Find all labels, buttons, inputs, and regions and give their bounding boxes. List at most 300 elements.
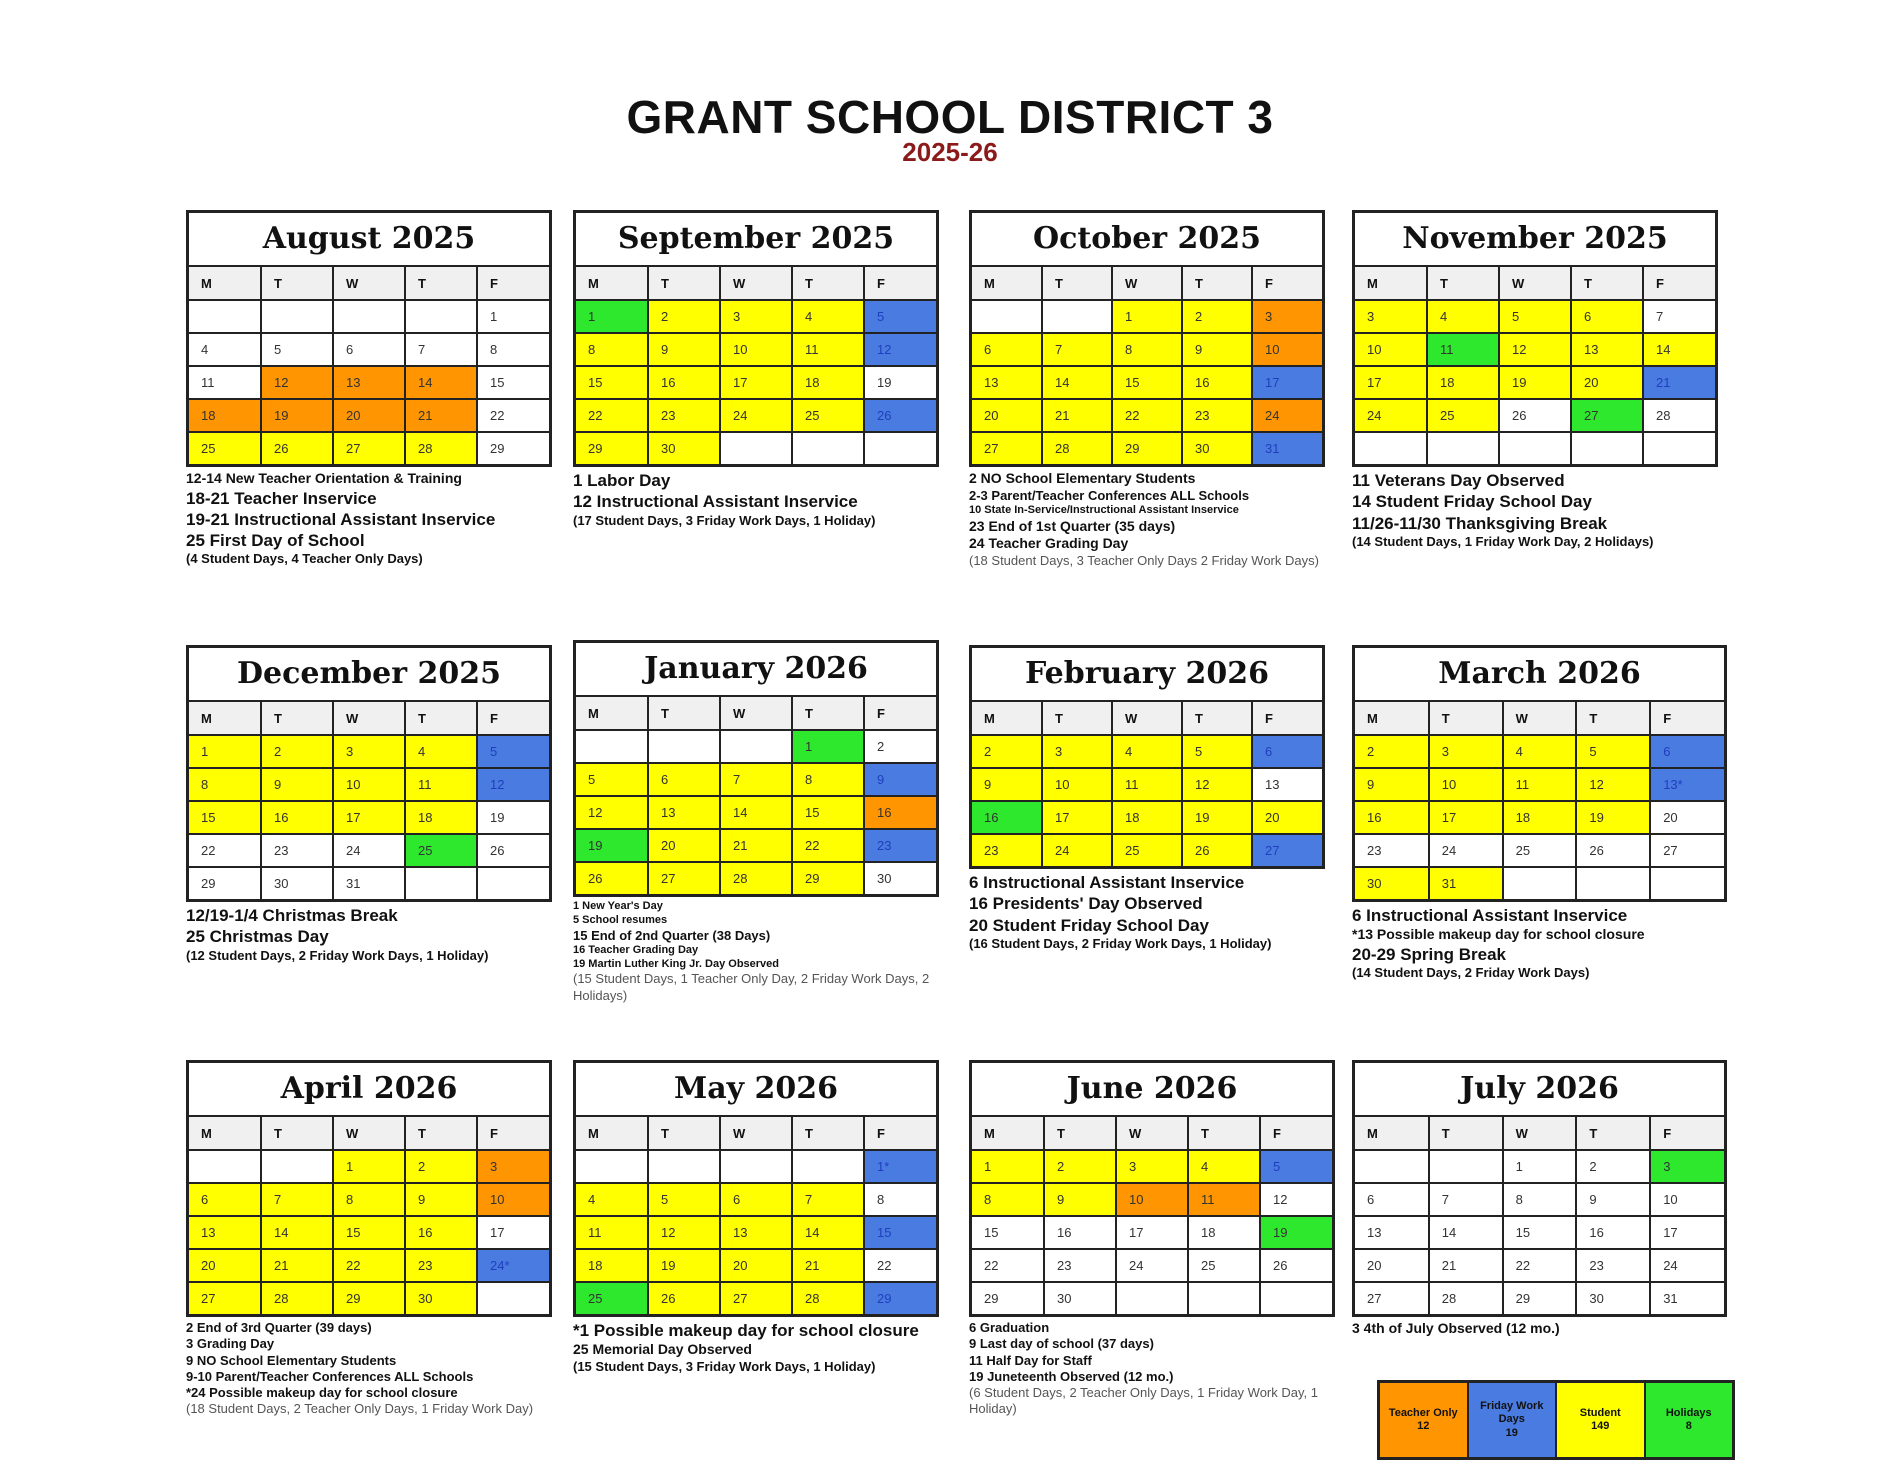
day-cell: 29 — [972, 1282, 1044, 1314]
week-row — [576, 333, 936, 366]
day-cell: 29 — [1503, 1282, 1577, 1314]
month-calendar — [1352, 210, 1718, 550]
day-cell: 19 — [1576, 801, 1650, 834]
note-line: (6 Student Days, 2 Teacher Only Days, 1 Friday Work Day, 1 Holiday) — [969, 1385, 1318, 1417]
month-notes — [186, 1320, 552, 1418]
weekday-header: T — [1182, 702, 1252, 735]
day-cell: 26 — [1499, 399, 1571, 432]
day-cell: 13 — [189, 1216, 261, 1249]
day-cell: 4 — [1188, 1150, 1260, 1183]
note-line: 20 Student Friday School Day — [969, 915, 1209, 935]
day-cell: 9 — [405, 1183, 477, 1216]
month-notes — [573, 900, 939, 1004]
day-cell: 1 — [792, 730, 864, 763]
weekday-header: M — [189, 702, 261, 735]
day-cell: 27 — [720, 1282, 792, 1314]
day-cell: 24 — [720, 399, 792, 432]
day-cell: 9 — [1355, 768, 1429, 801]
day-cell: 30 — [1182, 432, 1252, 464]
day-cell — [1116, 1282, 1188, 1314]
month-title: July 2026 — [1355, 1063, 1724, 1117]
weekday-header: F — [864, 267, 936, 300]
day-cell: 17 — [333, 801, 405, 834]
week-row — [1355, 867, 1724, 899]
day-cell: 2 — [972, 735, 1042, 768]
note-line: (18 Student Days, 3 Teacher Only Days 2 Friday Work Days) — [969, 552, 1319, 568]
day-cell: 10 — [1429, 768, 1503, 801]
day-cell — [1429, 1150, 1503, 1183]
day-cell: 3 — [333, 735, 405, 768]
day-cell — [1571, 432, 1643, 464]
weekday-header: F — [864, 1117, 936, 1150]
note-line: 24 Teacher Grading Day — [969, 535, 1129, 551]
day-cell: 24* — [477, 1249, 549, 1282]
weekday-header: F — [477, 702, 549, 735]
day-cell: 3 — [1252, 300, 1322, 333]
day-cell: 13 — [1571, 333, 1643, 366]
day-cell: 29 — [333, 1282, 405, 1314]
weekday-header: M — [1355, 1117, 1429, 1150]
legend — [1377, 1380, 1735, 1460]
day-cell — [576, 730, 648, 763]
day-cell — [648, 1150, 720, 1183]
note-line: 3 4th of July Observed (12 mo.) — [1352, 1320, 1560, 1336]
weekday-header: F — [1650, 1117, 1724, 1150]
day-cell: 10 — [333, 768, 405, 801]
day-cell: 31 — [333, 867, 405, 899]
week-row — [576, 862, 936, 894]
day-cell: 26 — [864, 399, 936, 432]
month-title: November 2025 — [1355, 213, 1715, 267]
week-row — [189, 1249, 549, 1282]
note-line: 2 End of 3rd Quarter (39 days) — [186, 1320, 372, 1335]
day-cell: 4 — [189, 333, 261, 366]
day-cell: 23 — [405, 1249, 477, 1282]
week-row — [972, 1282, 1332, 1314]
day-cell: 24 — [1355, 399, 1427, 432]
day-cell: 19 — [576, 829, 648, 862]
day-cell: 22 — [792, 829, 864, 862]
week-row — [189, 867, 549, 899]
day-cell: 10 — [1252, 333, 1322, 366]
day-cell: 31 — [1429, 867, 1503, 899]
day-cell — [972, 300, 1042, 333]
day-cell: 10 — [1116, 1183, 1188, 1216]
day-cell: 15 — [1503, 1216, 1577, 1249]
day-cell: 28 — [792, 1282, 864, 1314]
day-cell: 26 — [477, 834, 549, 867]
weekday-header: T — [1576, 702, 1650, 735]
weekday-header: M — [1355, 702, 1429, 735]
day-cell: 16 — [405, 1216, 477, 1249]
day-cell — [792, 1150, 864, 1183]
note-line: (18 Student Days, 2 Teacher Only Days, 1 Friday Work Day) — [186, 1401, 534, 1417]
month-calendar — [573, 210, 939, 529]
day-cell: 20 — [972, 399, 1042, 432]
weekday-header: M — [972, 1117, 1044, 1150]
legend-count: 19 — [1505, 1426, 1518, 1439]
weekday-header: M — [1355, 267, 1427, 300]
day-cell: 6 — [1571, 300, 1643, 333]
day-cell: 18 — [1188, 1216, 1260, 1249]
day-cell: 27 — [972, 432, 1042, 464]
day-cell: 6 — [972, 333, 1042, 366]
day-cell: 26 — [261, 432, 333, 464]
weekday-header: W — [720, 267, 792, 300]
day-cell: 5 — [576, 763, 648, 796]
day-cell: 23 — [1044, 1249, 1116, 1282]
legend-label: Holidays — [1665, 1406, 1712, 1419]
day-cell: 29 — [792, 862, 864, 894]
day-cell: 5 — [648, 1183, 720, 1216]
weekday-header: W — [1503, 702, 1577, 735]
legend-teacher-only — [1380, 1383, 1469, 1457]
day-cell: 14 — [1042, 366, 1112, 399]
day-cell: 16 — [1044, 1216, 1116, 1249]
week-row — [189, 333, 549, 366]
note-line: 16 Teacher Grading Day — [573, 943, 699, 956]
day-cell: 23 — [1355, 834, 1429, 867]
week-row — [972, 399, 1322, 432]
note-line: 25 Memorial Day Observed — [573, 1341, 752, 1358]
day-cell — [1643, 432, 1715, 464]
note-line: 25 First Day of School — [186, 531, 365, 550]
weekday-header: T — [1042, 267, 1112, 300]
note-line: 12-14 New Teacher Orientation & Training — [186, 470, 462, 486]
day-cell — [864, 432, 936, 464]
note-line: 6 Instructional Assistant Inservice — [1352, 906, 1628, 925]
day-cell: 20 — [1252, 801, 1322, 834]
day-cell — [792, 432, 864, 464]
day-cell: 1* — [864, 1150, 936, 1183]
month-title: December 2025 — [189, 648, 549, 702]
weekday-header: T — [1188, 1117, 1260, 1150]
note-line: (15 Student Days, 1 Teacher Only Day, 2 Friday Work Days, 2 Holidays) — [573, 971, 930, 1003]
day-cell: 9 — [972, 768, 1042, 801]
day-cell: 17 — [1116, 1216, 1188, 1249]
day-cell: 28 — [720, 862, 792, 894]
legend-student — [1557, 1383, 1646, 1457]
day-cell: 16 — [261, 801, 333, 834]
weekday-header: F — [1260, 1117, 1332, 1150]
day-cell: 8 — [792, 763, 864, 796]
month-grid — [573, 640, 939, 897]
note-line: 2-3 Parent/Teacher Conferences ALL Schools — [969, 487, 1250, 503]
day-cell: 27 — [1355, 1282, 1429, 1314]
week-row — [972, 768, 1322, 801]
day-cell: 20 — [648, 829, 720, 862]
note-line: 9-10 Parent/Teacher Conferences ALL Schools — [186, 1368, 474, 1384]
legend-friday-work — [1469, 1383, 1558, 1457]
day-cell: 12 — [864, 333, 936, 366]
day-cell: 22 — [477, 399, 549, 432]
day-cell: 5 — [1182, 735, 1252, 768]
day-cell: 22 — [189, 834, 261, 867]
day-cell: 11 — [189, 366, 261, 399]
day-cell: 25 — [405, 834, 477, 867]
day-cell: 28 — [1042, 432, 1112, 464]
day-cell: 25 — [1188, 1249, 1260, 1282]
note-line: 19 Juneteenth Observed (12 mo.) — [969, 1368, 1174, 1384]
weekday-header: F — [477, 1117, 549, 1150]
legend-holidays — [1646, 1383, 1733, 1457]
weekday-header: M — [576, 1117, 648, 1150]
day-cell: 31 — [1252, 432, 1322, 464]
day-cell: 26 — [576, 862, 648, 894]
day-cell: 8 — [189, 768, 261, 801]
day-cell: 6 — [333, 333, 405, 366]
day-cell: 1 — [1503, 1150, 1577, 1183]
day-cell: 21 — [405, 399, 477, 432]
day-cell: 7 — [1042, 333, 1112, 366]
day-cell: 12 — [1182, 768, 1252, 801]
day-cell: 29 — [576, 432, 648, 464]
day-cell — [1650, 867, 1724, 899]
weekday-header: M — [189, 1117, 261, 1150]
week-row — [189, 801, 549, 834]
day-cell: 19 — [1260, 1216, 1332, 1249]
note-line: 11 Veterans Day Observed — [1352, 471, 1565, 490]
day-cell: 8 — [333, 1183, 405, 1216]
day-cell: 14 — [405, 366, 477, 399]
day-cell: 23 — [648, 399, 720, 432]
day-cell: 6 — [1252, 735, 1322, 768]
weekday-header: W — [1112, 267, 1182, 300]
day-cell: 16 — [972, 801, 1042, 834]
day-cell: 21 — [1429, 1249, 1503, 1282]
day-cell: 7 — [261, 1183, 333, 1216]
day-cell: 14 — [1643, 333, 1715, 366]
day-cell: 22 — [1112, 399, 1182, 432]
day-cell: 18 — [576, 1249, 648, 1282]
day-cell: 29 — [864, 1282, 936, 1314]
week-row — [576, 300, 936, 333]
week-row — [1355, 1282, 1724, 1314]
day-cell: 4 — [576, 1183, 648, 1216]
day-cell — [1499, 432, 1571, 464]
month-calendar — [573, 1060, 939, 1375]
weekday-header: F — [1252, 267, 1322, 300]
day-cell — [477, 867, 549, 899]
week-row — [972, 1150, 1332, 1183]
note-line: (14 Student Days, 2 Friday Work Days) — [1352, 965, 1590, 980]
note-line: 3 Grading Day — [186, 1336, 275, 1352]
month-grid — [969, 1060, 1335, 1317]
day-cell: 27 — [1571, 399, 1643, 432]
day-cell: 18 — [405, 801, 477, 834]
day-cell: 22 — [864, 1249, 936, 1282]
week-row — [972, 1249, 1332, 1282]
day-cell: 16 — [864, 796, 936, 829]
day-cell: 24 — [1116, 1249, 1188, 1282]
note-line: 2 NO School Elementary Students — [969, 470, 1196, 486]
day-cell: 27 — [189, 1282, 261, 1314]
day-cell: 13* — [1650, 768, 1724, 801]
week-row — [972, 735, 1322, 768]
day-cell: 17 — [1252, 366, 1322, 399]
day-cell: 2 — [405, 1150, 477, 1183]
month-notes — [969, 872, 1325, 952]
month-title: October 2025 — [972, 213, 1322, 267]
day-cell: 16 — [1355, 801, 1429, 834]
day-cell: 17 — [1429, 801, 1503, 834]
day-cell: 1 — [576, 300, 648, 333]
day-cell: 11 — [1503, 768, 1577, 801]
day-cell — [261, 1150, 333, 1183]
day-cell: 27 — [1252, 834, 1322, 866]
day-cell: 26 — [1182, 834, 1252, 866]
day-cell: 1 — [477, 300, 549, 333]
day-cell: 6 — [1355, 1183, 1429, 1216]
day-cell: 21 — [1643, 366, 1715, 399]
month-notes — [573, 1320, 939, 1375]
day-cell: 3 — [1429, 735, 1503, 768]
month-calendar — [186, 1060, 552, 1418]
month-title: February 2026 — [972, 648, 1322, 702]
weekday-header: T — [405, 702, 477, 735]
month-notes — [1352, 905, 1727, 981]
day-cell: 28 — [1643, 399, 1715, 432]
day-cell: 15 — [864, 1216, 936, 1249]
note-line: (17 Student Days, 3 Friday Work Days, 1 Holiday) — [573, 512, 876, 528]
legend-label: Teacher Only — [1388, 1406, 1458, 1419]
week-row — [576, 1216, 936, 1249]
day-cell: 5 — [261, 333, 333, 366]
note-line: 20-29 Spring Break — [1352, 944, 1507, 964]
weekday-header: T — [792, 267, 864, 300]
day-cell: 6 — [720, 1183, 792, 1216]
day-cell: 11 — [1188, 1183, 1260, 1216]
day-cell — [261, 300, 333, 333]
day-cell: 14 — [1429, 1216, 1503, 1249]
day-cell — [1503, 867, 1577, 899]
week-row — [576, 763, 936, 796]
day-cell: 11 — [792, 333, 864, 366]
week-row — [972, 333, 1322, 366]
note-line: 11/26-11/30 Thanksgiving Break — [1352, 513, 1608, 533]
day-cell: 25 — [189, 432, 261, 464]
week-row — [189, 1150, 549, 1183]
day-cell: 17 — [477, 1216, 549, 1249]
month-grid — [1352, 1060, 1727, 1317]
day-cell: 1 — [1112, 300, 1182, 333]
legend-label: Student — [1579, 1406, 1621, 1419]
day-cell: 13 — [648, 796, 720, 829]
day-cell: 3 — [720, 300, 792, 333]
day-cell: 8 — [1112, 333, 1182, 366]
day-cell: 7 — [1429, 1183, 1503, 1216]
weekday-header: T — [648, 267, 720, 300]
day-cell: 21 — [1042, 399, 1112, 432]
month-grid — [1352, 210, 1718, 467]
school-year: 2025-26 — [902, 137, 998, 167]
day-cell: 27 — [333, 432, 405, 464]
weekday-header: M — [576, 697, 648, 730]
day-cell — [1355, 432, 1427, 464]
month-notes — [1352, 1320, 1727, 1338]
day-cell: 25 — [792, 399, 864, 432]
month-title: April 2026 — [189, 1063, 549, 1117]
day-cell: 4 — [1503, 735, 1577, 768]
week-row — [972, 300, 1322, 333]
weekday-header: T — [1042, 702, 1112, 735]
day-cell — [333, 300, 405, 333]
weekday-header: F — [1643, 267, 1715, 300]
week-row — [1355, 768, 1724, 801]
day-cell: 20 — [189, 1249, 261, 1282]
day-cell: 9 — [1044, 1183, 1116, 1216]
week-row — [576, 1249, 936, 1282]
weekday-header: T — [1044, 1117, 1116, 1150]
day-cell: 30 — [405, 1282, 477, 1314]
note-line: 6 Instructional Assistant Inservice — [969, 873, 1245, 892]
day-cell: 26 — [1576, 834, 1650, 867]
day-cell: 25 — [1427, 399, 1499, 432]
note-line: 19 Martin Luther King Jr. Day Observed — [573, 957, 780, 970]
day-cell: 9 — [1182, 333, 1252, 366]
note-line: 6 Graduation — [969, 1320, 1050, 1335]
day-cell: 15 — [477, 366, 549, 399]
day-cell: 15 — [333, 1216, 405, 1249]
day-cell: 9 — [648, 333, 720, 366]
month-notes — [1352, 470, 1718, 550]
month-grid — [573, 1060, 939, 1317]
day-cell: 17 — [720, 366, 792, 399]
day-cell: 9 — [261, 768, 333, 801]
day-cell: 10 — [1355, 333, 1427, 366]
weekday-header: W — [1116, 1117, 1188, 1150]
day-cell: 4 — [792, 300, 864, 333]
weekday-header: W — [720, 697, 792, 730]
week-row — [1355, 735, 1724, 768]
week-row — [1355, 366, 1715, 399]
weekday-header: T — [261, 1117, 333, 1150]
day-cell: 2 — [261, 735, 333, 768]
day-cell: 12 — [1260, 1183, 1332, 1216]
note-line: 10 State In-Service/Instructional Assistant Inservice — [969, 503, 1239, 516]
week-row — [1355, 1249, 1724, 1282]
day-cell — [576, 1150, 648, 1183]
day-cell — [189, 1150, 261, 1183]
day-cell — [477, 1282, 549, 1314]
day-cell: 16 — [1576, 1216, 1650, 1249]
week-row — [1355, 432, 1715, 464]
day-cell: 2 — [1182, 300, 1252, 333]
day-cell: 22 — [972, 1249, 1044, 1282]
note-line: (14 Student Days, 1 Friday Work Day, 2 Holidays) — [1352, 533, 1654, 549]
day-cell: 5 — [477, 735, 549, 768]
day-cell: 25 — [1503, 834, 1577, 867]
month-calendar — [1352, 1060, 1727, 1338]
note-line: 12 Instructional Assistant Inservice — [573, 492, 858, 512]
note-line: (16 Student Days, 2 Friday Work Days, 1 Holiday) — [969, 935, 1272, 951]
day-cell: 13 — [333, 366, 405, 399]
legend-count: 8 — [1685, 1420, 1692, 1432]
day-cell — [1427, 432, 1499, 464]
day-cell: 9 — [1576, 1183, 1650, 1216]
day-cell: 14 — [792, 1216, 864, 1249]
note-line: 18-21 Teacher Inservice — [186, 488, 377, 508]
week-row — [189, 1282, 549, 1314]
day-cell: 19 — [1182, 801, 1252, 834]
day-cell: 12 — [648, 1216, 720, 1249]
week-row — [576, 730, 936, 763]
day-cell: 31 — [1650, 1282, 1724, 1314]
day-cell: 14 — [261, 1216, 333, 1249]
day-cell: 26 — [648, 1282, 720, 1314]
day-cell: 25 — [1112, 834, 1182, 866]
day-cell: 20 — [1355, 1249, 1429, 1282]
